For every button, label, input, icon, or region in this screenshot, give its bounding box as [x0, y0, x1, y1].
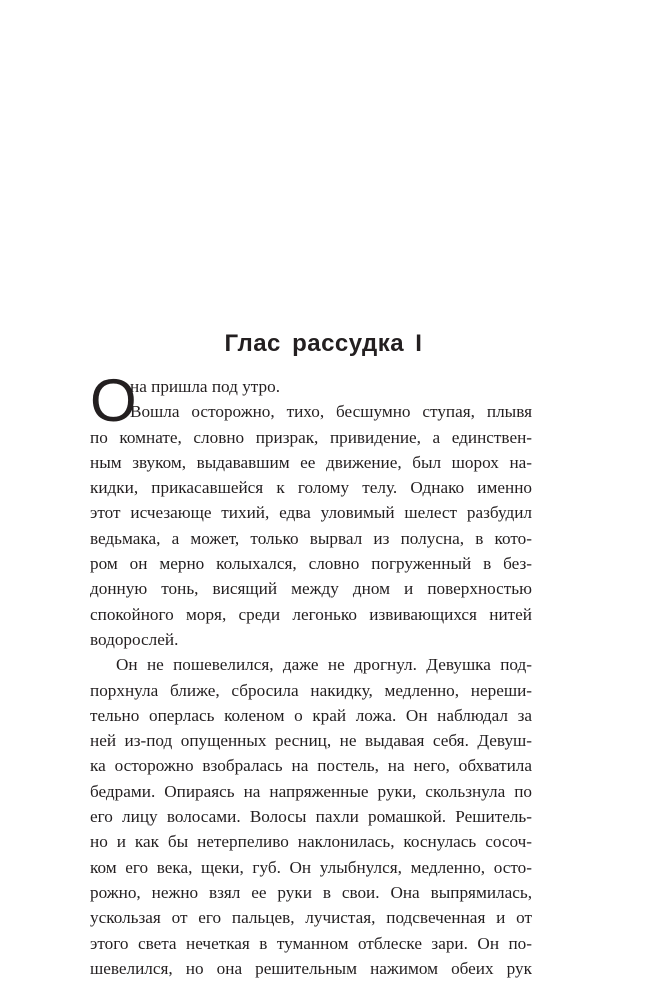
- text-line: ускользая от его пальцев, лучистая, подсвеченная и от: [90, 908, 532, 928]
- text-line: но и как бы нетерпеливо наклонилась, коснулась сосоч-: [90, 832, 532, 852]
- body-text: [90, 367, 532, 981]
- text-line: этого света нечеткая в туманном отблеске зари. Он по-: [90, 933, 532, 953]
- text-line: тельно оперлась коленом о край ложа. Он наблюдал за: [90, 705, 532, 725]
- text-line: кидки, прикасавшейся к голому телу. Однако именно: [90, 478, 532, 498]
- chapter-title: Глас рассудка I: [224, 330, 423, 357]
- text-line: на пришла под утро.: [130, 377, 280, 396]
- drop-cap: О: [90, 367, 137, 434]
- text-line: шевелился, но она решительным нажимом обеих рук: [90, 958, 532, 978]
- text-line: рожно, нежно взял ее руки в свои. Она выпрямилась,: [90, 882, 532, 902]
- text-line: ведьмака, а может, только вырвал из полусна, в кото-: [90, 528, 532, 548]
- text-line: бедрами. Опираясь на напряженные руки, скользнула по: [90, 781, 532, 801]
- text-line: спокойного моря, среди легонько извивающихся нитей: [90, 604, 532, 624]
- text-line: ней из-под опущенных ресниц, не выдавая себя. Девуш-: [90, 731, 532, 751]
- text-lines: [90, 367, 532, 981]
- text-line: ком его века, щеки, губ. Он улыбнулся, медленно, осто-: [90, 857, 532, 877]
- text-line: порхнула ближе, сбросила накидку, медленно, нереши-: [90, 680, 532, 700]
- text-line: ром он мерно колыхался, словно погруженный в без-: [90, 554, 532, 574]
- text-line: водорослей.: [90, 629, 179, 649]
- text-line: Он не пошевелился, даже не дрогнул. Девушка под-: [116, 655, 532, 675]
- text-line: по комнате, словно призрак, привидение, а единствен-: [90, 427, 532, 447]
- text-line: донную тонь, висящий между дном и поверхностью: [90, 579, 532, 599]
- text-line: этот исчезающе тихий, едва уловимый шелест разбудил: [90, 503, 532, 523]
- text-line: ка осторожно взобралась на постель, на него, обхватила: [90, 756, 532, 776]
- text-line: Вошла осторожно, тихо, бесшумно ступая, плывя: [130, 402, 532, 422]
- text-line: его лицу волосами. Волосы пахли ромашкой. Решитель-: [90, 807, 532, 827]
- text-line: ным звуком, выдававшим ее движение, был шорох на-: [90, 452, 532, 472]
